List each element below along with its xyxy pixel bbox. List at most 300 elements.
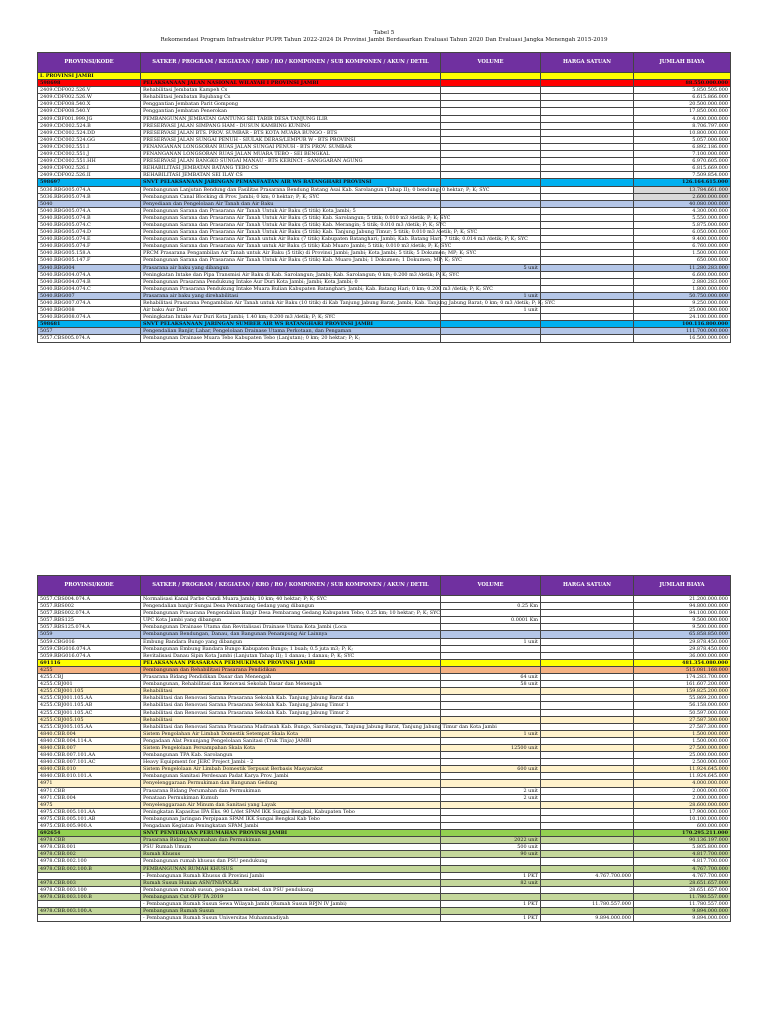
cell-harga-satuan bbox=[541, 271, 634, 278]
cell-kode: 4840.CBB.007 bbox=[38, 744, 141, 751]
cell-jumlah-biaya: 28.600.000.000 bbox=[634, 801, 731, 808]
cell-harga-satuan bbox=[541, 723, 634, 730]
cell-jumlah-biaya: 20.500.000.000 bbox=[634, 101, 731, 108]
cell-jumlah-biaya: 5.057.000.000 bbox=[634, 136, 731, 143]
cell-jumlah-biaya: 28.651.657.000 bbox=[634, 879, 731, 886]
cell-kode: 5040.RBG005.074.D bbox=[38, 229, 141, 236]
cell-volume: 0.25 Km bbox=[441, 603, 541, 610]
cell-harga-satuan bbox=[541, 165, 634, 172]
cell-uraian: PELAKSANAAN PRASARANA PERMUKIMAN PROVINSI JAMBI bbox=[141, 659, 441, 666]
cell-harga-satuan bbox=[541, 264, 634, 271]
cell-kode: 4255 bbox=[38, 666, 141, 673]
cell-harga-satuan bbox=[541, 243, 634, 250]
cell-volume: 90 unit bbox=[441, 851, 541, 858]
table-row bbox=[38, 837, 731, 844]
table-row bbox=[38, 257, 731, 264]
cell-harga-satuan bbox=[541, 73, 634, 80]
table-row bbox=[38, 143, 731, 150]
cell-jumlah-biaya: 2.000.000.000 bbox=[634, 787, 731, 794]
cell-jumlah-biaya: 94.100.000.000 bbox=[634, 610, 731, 617]
cell-jumlah-biaya: 600.000.000 bbox=[634, 823, 731, 830]
table-row bbox=[38, 865, 731, 872]
cell-uraian: Pembangunan rumah khusus dan PSU pendukung bbox=[141, 858, 441, 865]
cell-volume bbox=[441, 823, 541, 830]
cell-uraian: REHABILITASI JEMBATAN SEI ILAY CS bbox=[141, 172, 441, 179]
cell-uraian: Air baku Aur Duri bbox=[141, 307, 441, 314]
cell-kode: 5059.RBG016.074.A bbox=[38, 652, 141, 659]
cell-harga-satuan bbox=[541, 773, 634, 780]
cell-harga-satuan bbox=[541, 136, 634, 143]
cell-uraian: Pembangunan Jaringan Perpipaan SPAM IKK Sungai Bengkal Kab Tebo bbox=[141, 815, 441, 822]
cell-kode: 4975 bbox=[38, 801, 141, 808]
table-row bbox=[38, 285, 731, 292]
table-row bbox=[38, 709, 731, 716]
cell-kode: 5040.RBG005.158.A bbox=[38, 250, 141, 257]
cell-kode: 5036.RBG005.074.B bbox=[38, 193, 141, 200]
cell-volume bbox=[441, 773, 541, 780]
table-row bbox=[38, 631, 731, 638]
cell-jumlah-biaya: 94.800.000.000 bbox=[634, 603, 731, 610]
table-row bbox=[38, 80, 731, 87]
table-row bbox=[38, 638, 731, 645]
table-row bbox=[38, 666, 731, 673]
cell-kode: 4840.CBB.007.101.AA bbox=[38, 752, 141, 759]
cell-jumlah-biaya: 50.750.000.000 bbox=[634, 292, 731, 299]
cell-harga-satuan bbox=[541, 610, 634, 617]
cell-uraian: Penyediaan dan Pengelolaan Air Tanah dan Air Baku bbox=[141, 200, 441, 207]
cell-harga-satuan bbox=[541, 193, 634, 200]
cell-jumlah-biaya: 11.780.557.000 bbox=[634, 901, 731, 908]
cell-kode: 5059 bbox=[38, 631, 141, 638]
cell-harga-satuan bbox=[541, 908, 634, 915]
cell-harga-satuan bbox=[541, 851, 634, 858]
table-row bbox=[38, 271, 731, 278]
cell-volume bbox=[441, 278, 541, 285]
cell-harga-satuan bbox=[541, 321, 634, 328]
cell-harga-satuan bbox=[541, 624, 634, 631]
cell-jumlah-biaya: 170.295.211.000 bbox=[634, 830, 731, 837]
table-row bbox=[38, 744, 731, 751]
cell-kode: 5059.CBG016.074.A bbox=[38, 645, 141, 652]
table-row bbox=[38, 221, 731, 228]
cell-harga-satuan bbox=[541, 314, 634, 321]
cell-jumlah-biaya: 55.869.200.000 bbox=[634, 695, 731, 702]
cell-uraian: Rehabilitasi dan Renovasi Sarana Prasarana Sekolah Kab. Tanjung Jabung Timur 1 bbox=[141, 702, 441, 709]
cell-kode: 691116 bbox=[38, 659, 141, 666]
cell-kode: 2409.CDF002.526.V bbox=[38, 87, 141, 94]
cell-kode: 4978.CBB.002 bbox=[38, 851, 141, 858]
cell-jumlah-biaya: 6.815.669.000 bbox=[634, 165, 731, 172]
cell-harga-satuan bbox=[541, 730, 634, 737]
cell-uraian: PRESERVASI JALAN SIMPANG HAM - DUSUN KAMBING KUNING bbox=[141, 122, 441, 129]
cell-harga-satuan: 4.767.700.000 bbox=[541, 872, 634, 879]
cell-volume: 2 unit bbox=[441, 794, 541, 801]
table-row bbox=[38, 165, 731, 172]
cell-volume bbox=[441, 87, 541, 94]
cell-kode: 5040 bbox=[38, 200, 141, 207]
cell-jumlah-biaya: 6.892.186.000 bbox=[634, 143, 731, 150]
table-row bbox=[38, 752, 731, 759]
cell-kode: 4255.CBJ001 bbox=[38, 681, 141, 688]
table-caption-title: Tabel 5 bbox=[373, 30, 395, 36]
cell-volume bbox=[441, 624, 541, 631]
cell-uraian: Heavy Equipment for JERC Project Jambi - 2 bbox=[141, 759, 441, 766]
cell-volume bbox=[441, 652, 541, 659]
table-row bbox=[38, 229, 731, 236]
cell-uraian: Pengendalian banjir Sungai Desa Pembarang Gedang yang dibangun bbox=[141, 603, 441, 610]
cell-volume bbox=[441, 893, 541, 900]
cell-jumlah-biaya: 174.283.700.000 bbox=[634, 674, 731, 681]
cell-kode: 2409.CDF002.526.W bbox=[38, 94, 141, 101]
cell-jumlah-biaya: 9.250.000.000 bbox=[634, 300, 731, 307]
cell-harga-satuan bbox=[541, 285, 634, 292]
cell-volume: 2022 unit bbox=[441, 837, 541, 844]
table-row bbox=[38, 321, 731, 328]
budget-table-top bbox=[37, 52, 731, 343]
cell-jumlah-biaya: 5.805.800.000 bbox=[634, 844, 731, 851]
cell-jumlah-biaya: 4.817.700.000 bbox=[634, 858, 731, 865]
cell-uraian bbox=[141, 73, 441, 80]
cell-jumlah-biaya: 6.760.000.000 bbox=[634, 243, 731, 250]
table-row bbox=[38, 893, 731, 900]
cell-harga-satuan bbox=[541, 87, 634, 94]
cell-harga-satuan bbox=[541, 865, 634, 872]
cell-volume bbox=[441, 243, 541, 250]
cell-kode: 2409.CDF008.540.Y bbox=[38, 108, 141, 115]
cell-uraian: Pembangunan TPA Kab. Sarolangun bbox=[141, 752, 441, 759]
cell-uraian: Pembangunan Canal Blocking di Prov. Jambi; 0 km; 0 hektar; P; K; SYC bbox=[141, 193, 441, 200]
table-row bbox=[38, 624, 731, 631]
header-jumlah-biaya: JUMLAH BIAYA bbox=[634, 576, 731, 596]
cell-kode: 4971 bbox=[38, 780, 141, 787]
cell-kode: 2409.CDF002.526.I bbox=[38, 165, 141, 172]
cell-uraian: Revitalisasi Danau Sipin Kota Jambi (Lanjutan Tahap II); 1 danau; 1 danau; P; K; SYC bbox=[141, 652, 441, 659]
cell-jumlah-biaya: 111.700.000.000 bbox=[634, 328, 731, 335]
header-kode: PROVINSI/KODE bbox=[38, 576, 141, 596]
cell-uraian: Penggantian Jembatan Parit Gompong bbox=[141, 101, 441, 108]
cell-harga-satuan bbox=[541, 752, 634, 759]
table-row bbox=[38, 830, 731, 837]
cell-uraian: Peningkatan Intake Aur Duri Kota Jambi; 1.40 km; 0.200 m3 /detik; P; K; SYC bbox=[141, 314, 441, 321]
cell-harga-satuan bbox=[541, 844, 634, 851]
cell-volume bbox=[441, 801, 541, 808]
cell-uraian: Prasarana air baku yang direhabilitasi bbox=[141, 292, 441, 299]
table-row bbox=[38, 901, 731, 908]
cell-volume bbox=[441, 659, 541, 666]
cell-uraian: Pembangunan Cut OFF TA 2019 bbox=[141, 893, 441, 900]
cell-kode bbox=[38, 915, 141, 922]
cell-jumlah-biaya: 1.500.000.000 bbox=[634, 737, 731, 744]
cell-uraian: - Pembangunan Rumah Susun Universitas Muhammadiyah bbox=[141, 915, 441, 922]
cell-uraian: Pembangunan Sarana dan Prasarana Air Tanah Untuk Air Baku (5 titik) Kab. Sarolangun; 5 titik; 0.010 m3 /detik; P; K; SYC bbox=[141, 214, 441, 221]
cell-harga-satuan: 9.894.000.000 bbox=[541, 915, 634, 922]
cell-kode: 4840.CBB.010.101.A bbox=[38, 773, 141, 780]
table-caption-subtitle: Rekomendasi Program Infrastruktur PUPR Tahun 2022-2024 Di Provinsi Jambi Berdasarkan Evaluasi Tahun 2020 Dan Evaluasi Jangka Menengah 2015-2019 bbox=[160, 37, 608, 43]
table-row bbox=[38, 250, 731, 257]
cell-uraian: Pembangunan Rumah Susun bbox=[141, 908, 441, 915]
table-row bbox=[38, 915, 731, 922]
cell-harga-satuan bbox=[541, 151, 634, 158]
cell-jumlah-biaya: 11.924.645.000 bbox=[634, 773, 731, 780]
table-row bbox=[38, 716, 731, 723]
cell-jumlah-biaya: 161.607.200.000 bbox=[634, 681, 731, 688]
cell-jumlah-biaya: 9.400.000.000 bbox=[634, 236, 731, 243]
cell-uraian: Penyelenggaraan Air Minum dan Sanitasi yang Layak bbox=[141, 801, 441, 808]
cell-uraian: PENANGANAN LONGSORAN RUAS JALAN MUARA TEBO - SEI BENGKAL bbox=[141, 151, 441, 158]
cell-uraian: Sistem Pengolahan Air Limbah Domestik Setempat Skala Kota bbox=[141, 730, 441, 737]
table-row bbox=[38, 158, 731, 165]
cell-harga-satuan bbox=[541, 674, 634, 681]
cell-jumlah-biaya: 29.878.450.000 bbox=[634, 638, 731, 645]
cell-uraian: Sistem Pengelolaan Air Limbah Domestik Terpusat Berbasis Masyarakat bbox=[141, 766, 441, 773]
cell-uraian: Pembangunan Sarana dan Prasarana Air Tanah untuk Air Baku (7 titik) Kabupaten Batanghari; Jambi; Kab. Batang Hari; 7 titik; 0.014 m3 /detik; P; K; SYC bbox=[141, 236, 441, 243]
cell-harga-satuan bbox=[541, 596, 634, 603]
cell-jumlah-biaya: 16.500.000.000 bbox=[634, 335, 731, 342]
cell-kode: 5040.RBG004.074.A bbox=[38, 271, 141, 278]
table-row bbox=[38, 872, 731, 879]
table-row bbox=[38, 695, 731, 702]
cell-jumlah-biaya: 25.000.000.000 bbox=[634, 752, 731, 759]
table-row bbox=[38, 766, 731, 773]
cell-kode: 2409.CDC002.551.J bbox=[38, 151, 141, 158]
cell-volume bbox=[441, 80, 541, 87]
cell-harga-satuan bbox=[541, 645, 634, 652]
table-row bbox=[38, 122, 731, 129]
cell-harga-satuan bbox=[541, 122, 634, 129]
cell-uraian: Rumah Khusus bbox=[141, 851, 441, 858]
table-row bbox=[38, 129, 731, 136]
cell-volume bbox=[441, 631, 541, 638]
cell-volume: 12500 unit bbox=[441, 744, 541, 751]
cell-volume bbox=[441, 716, 541, 723]
cell-kode: 2409.CDF008.540.X bbox=[38, 101, 141, 108]
cell-uraian: REHABILITASI JEMBATAN BATANG TEBO CS bbox=[141, 165, 441, 172]
cell-volume bbox=[441, 193, 541, 200]
table-row bbox=[38, 773, 731, 780]
cell-uraian: Penyelenggaraan Permukiman dan Bangunan Gedung bbox=[141, 780, 441, 787]
cell-jumlah-biaya: 27.587.300.000 bbox=[634, 723, 731, 730]
cell-uraian: - Pembangunan Rumah Susun Sewa Wilayah Jambi (Rumah Susun BPJN IV Jambi) bbox=[141, 901, 441, 908]
cell-jumlah-biaya: 28.651.657.000 bbox=[634, 886, 731, 893]
cell-jumlah-biaya: 36.000.000.000 bbox=[634, 652, 731, 659]
cell-jumlah-biaya: 5.550.000.000 bbox=[634, 214, 731, 221]
cell-uraian: Rehabilitasi dan Renovasi Sarana Prasarana Sekolah Kab. Tanjung Jabung Barat dan bbox=[141, 695, 441, 702]
cell-uraian: Rehabilitasi Jembatan Kampeh Cs bbox=[141, 87, 441, 94]
cell-volume bbox=[441, 709, 541, 716]
cell-volume: 1 unit bbox=[441, 730, 541, 737]
cell-jumlah-biaya: 27.500.000.000 bbox=[634, 744, 731, 751]
cell-kode: 5040.RBG008 bbox=[38, 307, 141, 314]
cell-jumlah-biaya: 1.500.000.000 bbox=[634, 730, 731, 737]
cell-harga-satuan bbox=[541, 335, 634, 342]
cell-uraian: Prasarana Bidang Perumahan dan Permukiman bbox=[141, 787, 441, 794]
cell-kode: 4255.CBJ005.105 bbox=[38, 716, 141, 723]
cell-volume bbox=[441, 815, 541, 822]
cell-volume bbox=[441, 886, 541, 893]
cell-kode: 2409.CDC002.524.GG bbox=[38, 136, 141, 143]
cell-volume bbox=[441, 221, 541, 228]
cell-jumlah-biaya: 17.850.000.000 bbox=[634, 108, 731, 115]
cell-kode: 5040.RBG005.147.F bbox=[38, 257, 141, 264]
table-row bbox=[38, 851, 731, 858]
cell-volume bbox=[441, 136, 541, 143]
cell-kode: 5040.RBG008.074.A bbox=[38, 314, 141, 321]
cell-harga-satuan bbox=[541, 794, 634, 801]
cell-kode: 5057.CBS004.074.A bbox=[38, 596, 141, 603]
cell-volume: 600 unit bbox=[441, 766, 541, 773]
cell-uraian: Rehabilitasi bbox=[141, 688, 441, 695]
cell-jumlah-biaya: 126.164.615.000 bbox=[634, 179, 731, 186]
cell-uraian: Peningkatan Kapasitas IPA Eks. 90 L/det SPAM IKK Sungai Bengkal, Kabupaten Tebo bbox=[141, 808, 441, 815]
cell-jumlah-biaya: 8.706.797.000 bbox=[634, 122, 731, 129]
cell-volume bbox=[441, 808, 541, 815]
cell-kode: 4255.CBJ001.105.AB bbox=[38, 702, 141, 709]
table-row bbox=[38, 759, 731, 766]
cell-jumlah-biaya: 11.924.645.000 bbox=[634, 766, 731, 773]
cell-kode: 5040.RBG004.074.B bbox=[38, 278, 141, 285]
cell-volume bbox=[441, 328, 541, 335]
cell-harga-satuan bbox=[541, 823, 634, 830]
cell-jumlah-biaya: 5.850.505.000 bbox=[634, 87, 731, 94]
cell-jumlah-biaya: 2.500.000.000 bbox=[634, 759, 731, 766]
cell-harga-satuan bbox=[541, 214, 634, 221]
cell-jumlah-biaya: 24.100.000.000 bbox=[634, 314, 731, 321]
cell-uraian: Pembangunan Prasarana Pendukung Intake Muara Bulian Kabupaten Batanghari; Jambi; Kab. Batang Hari; 0 km; 0.200 m3 /detik; P; K; SYC bbox=[141, 285, 441, 292]
cell-harga-satuan bbox=[541, 787, 634, 794]
cell-jumlah-biaya: 25.000.000.000 bbox=[634, 307, 731, 314]
cell-volume bbox=[441, 101, 541, 108]
cell-volume: 2 unit bbox=[441, 787, 541, 794]
cell-harga-satuan bbox=[541, 893, 634, 900]
table-row bbox=[38, 292, 731, 299]
cell-uraian: Pembangunan Sarana dan Prasarana Air Tanah Untuk Air Baku (5 titik) Kab. Tanjung Jabung Timur; 5 titik; 0.010 m3 /detik; P; K; SYC bbox=[141, 229, 441, 236]
cell-harga-satuan bbox=[541, 617, 634, 624]
cell-uraian: SNVT PELAKSANAAN JARINGAN PEMANFAATAN AIR WS BATANGHARI PROVINSI bbox=[141, 179, 441, 186]
cell-jumlah-biaya: 2.880.283.000 bbox=[634, 278, 731, 285]
cell-uraian: PEMBANGUNAN RUMAH KHUSUS bbox=[141, 865, 441, 872]
cell-jumlah-biaya: 4.817.700.000 bbox=[634, 851, 731, 858]
cell-kode bbox=[38, 872, 141, 879]
cell-uraian: Prasarana Bidang Pendidikan Dasar dan Menengah bbox=[141, 674, 441, 681]
cell-jumlah-biaya: 10.100.000.000 bbox=[634, 815, 731, 822]
table-row bbox=[38, 193, 731, 200]
cell-harga-satuan bbox=[541, 830, 634, 837]
cell-harga-satuan bbox=[541, 681, 634, 688]
cell-harga-satuan bbox=[541, 695, 634, 702]
cell-uraian: Pembangunan Lanjutan Bendung dan Fasilitas Prasarana Bendung Batang Asai Kab. Sarolangun (Tahap II); 0 bendung; 0 hektar; P; K; SYC bbox=[141, 186, 441, 193]
cell-jumlah-biaya: 9.500.000.000 bbox=[634, 617, 731, 624]
cell-jumlah-biaya: 6.600.000.000 bbox=[634, 271, 731, 278]
cell-jumlah-biaya: 1.500.000.000 bbox=[634, 250, 731, 257]
cell-jumlah-biaya: 481.354.080.000 bbox=[634, 659, 731, 666]
table-row bbox=[38, 610, 731, 617]
cell-jumlah-biaya: 9.894.000.000 bbox=[634, 915, 731, 922]
table-row bbox=[38, 300, 731, 307]
cell-uraian: Pembangunan Drainase Muara Tebo Kabupaten Tebo (Lanjutan); 0 km; 20 hektar; P; K; bbox=[141, 335, 441, 342]
table-row bbox=[38, 688, 731, 695]
cell-kode: 2409.CDC002.551.I bbox=[38, 143, 141, 150]
cell-harga-satuan bbox=[541, 603, 634, 610]
cell-uraian: Rehabilitasi bbox=[141, 716, 441, 723]
cell-harga-satuan bbox=[541, 815, 634, 822]
cell-harga-satuan bbox=[541, 659, 634, 666]
cell-kode: 598681 bbox=[38, 321, 141, 328]
cell-jumlah-biaya: 4.767.700.000 bbox=[634, 872, 731, 879]
table-row bbox=[38, 73, 731, 80]
cell-uraian: Penataan Permukiman Kumuh bbox=[141, 794, 441, 801]
cell-harga-satuan bbox=[541, 143, 634, 150]
cell-volume bbox=[441, 214, 541, 221]
cell-volume bbox=[441, 780, 541, 787]
cell-uraian: Sistem Pengelolaan Persampahan Skala Kota bbox=[141, 744, 441, 751]
table-row bbox=[38, 94, 731, 101]
cell-volume bbox=[441, 858, 541, 865]
cell-kode: I. PROVINSI JAMBI bbox=[38, 73, 141, 80]
cell-kode: 5040.RBG005.074.B bbox=[38, 214, 141, 221]
cell-jumlah-biaya: 40.080.000.000 bbox=[634, 200, 731, 207]
table-row bbox=[38, 200, 731, 207]
cell-kode: 2409.CDF002.526.II bbox=[38, 172, 141, 179]
cell-uraian: Rehabilitasi dan Renovasi Sarana Prasarana Madrasah Kab. Bungo, Sarolangun, Tanjung Jabung Barat, Tanjung Jabung Timur dan Kota Jambi bbox=[141, 723, 441, 730]
cell-volume bbox=[441, 207, 541, 214]
cell-uraian: Prasarana Bidang Perumahan dan Permukiman bbox=[141, 837, 441, 844]
cell-volume: 1 PKT bbox=[441, 872, 541, 879]
cell-uraian: Prasarana air baku yang dibangun bbox=[141, 264, 441, 271]
cell-volume bbox=[441, 645, 541, 652]
cell-harga-satuan bbox=[541, 229, 634, 236]
cell-jumlah-biaya: 9.500.000.000 bbox=[634, 624, 731, 631]
cell-volume bbox=[441, 151, 541, 158]
budget-table-bottom bbox=[37, 575, 731, 922]
table-row bbox=[38, 780, 731, 787]
cell-uraian: PRESERVASI JALAN BANGKO SUNGAI MANAU - BTS KERINCI - SANGGARAN AGUNG bbox=[141, 158, 441, 165]
cell-kode: 4975.CBB.005.900.A bbox=[38, 823, 141, 830]
cell-harga-satuan bbox=[541, 307, 634, 314]
cell-uraian: - Pembangunan Rumah Khusus di Provinsi Jambi bbox=[141, 872, 441, 879]
table-row bbox=[38, 172, 731, 179]
cell-kode: 692654 bbox=[38, 830, 141, 837]
table-row bbox=[38, 307, 731, 314]
table-row bbox=[38, 151, 731, 158]
cell-uraian: Pembangunan Sarana dan Prasarana Air Tanah Untuk Air Baku (5 titik) Kab. Merangin; 5 titik; 0.010 m3 /detik; P; K; SYC bbox=[141, 221, 441, 228]
cell-uraian: Pembangunan dan Rehabilitasi Prasarana Pendidikan bbox=[141, 666, 441, 673]
cell-jumlah-biaya: 1.800.000.000 bbox=[634, 285, 731, 292]
header-jumlah-biaya: JUMLAH BIAYA bbox=[634, 53, 731, 73]
cell-volume bbox=[441, 596, 541, 603]
cell-uraian: Pembangunan Sarana dan Prasarana Air Tanah untuk Air Baku (5 titik) Kab Muaro Jambi; 5 titik; 0.010 m3 /detik; P; K; SYC bbox=[141, 243, 441, 250]
cell-jumlah-biaya: 100.116.800.000 bbox=[634, 321, 731, 328]
cell-harga-satuan bbox=[541, 80, 634, 87]
header-harga-satuan: HARGA SATUAN bbox=[541, 576, 634, 596]
cell-harga-satuan bbox=[541, 221, 634, 228]
table-row bbox=[38, 723, 731, 730]
cell-jumlah-biaya: 650.000.000 bbox=[634, 257, 731, 264]
cell-volume: 500 unit bbox=[441, 844, 541, 851]
cell-kode: 5057.RBS125 bbox=[38, 617, 141, 624]
header-volume: VOLUME bbox=[441, 576, 541, 596]
cell-harga-satuan bbox=[541, 292, 634, 299]
cell-harga-satuan bbox=[541, 179, 634, 186]
table-row bbox=[38, 115, 731, 122]
cell-uraian: UPC Kota Jambi yang dibangun bbox=[141, 617, 441, 624]
cell-jumlah-biaya bbox=[634, 73, 731, 80]
cell-uraian: Pembangunan, Rehabilitasi dan Renovasi Sekolah Dasar dan Menengah bbox=[141, 681, 441, 688]
cell-harga-satuan bbox=[541, 879, 634, 886]
cell-kode: 4975.CBB.005.101.AA bbox=[38, 808, 141, 815]
cell-volume bbox=[441, 908, 541, 915]
table-row bbox=[38, 179, 731, 186]
cell-kode: 2409.CDC002.551.HH bbox=[38, 158, 141, 165]
